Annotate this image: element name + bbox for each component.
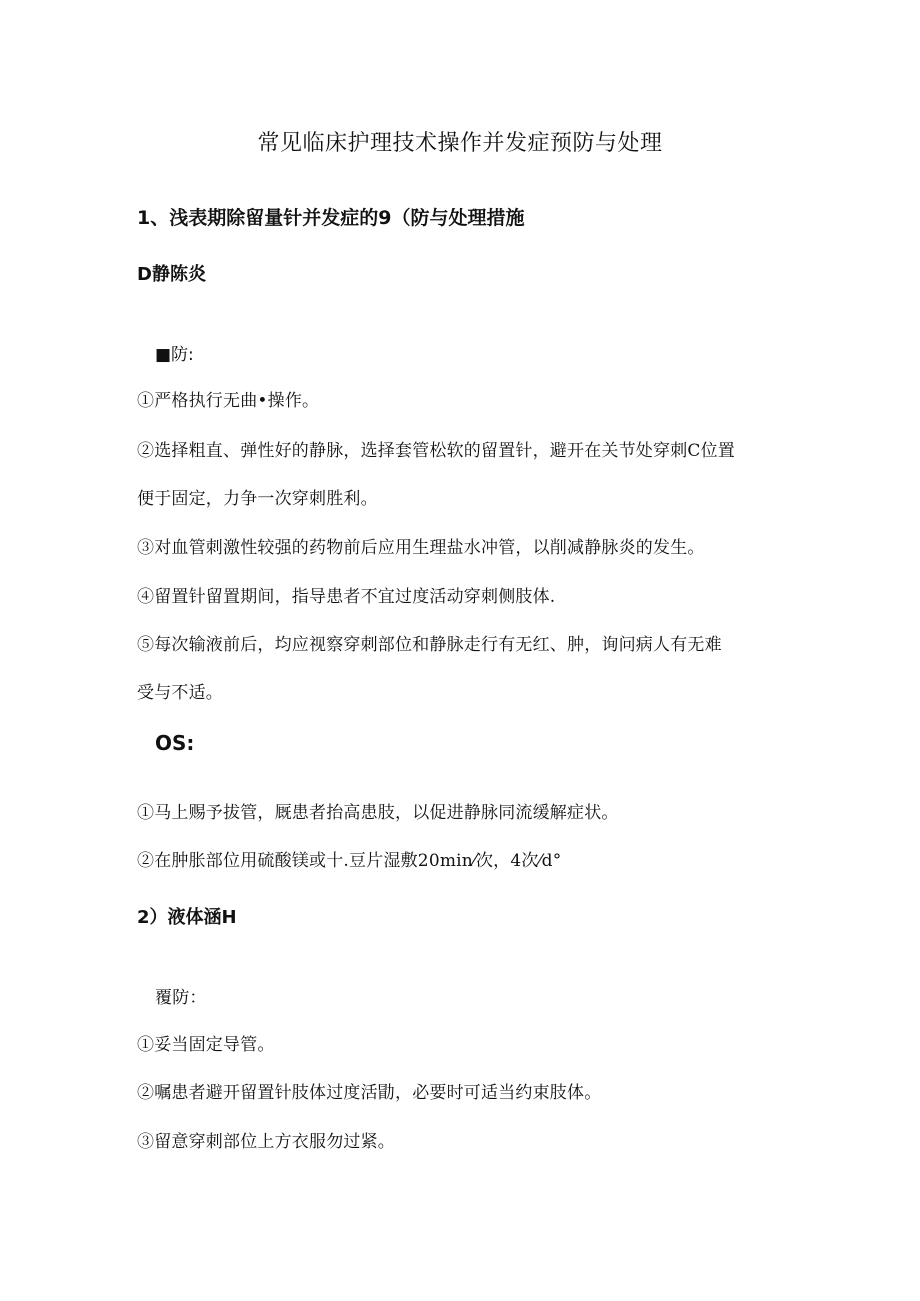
list-item: ①妥当固定导管。 (137, 1035, 275, 1055)
treatment-label: OS: (155, 731, 195, 755)
list-item: ③留意穿刺部位上方衣服勿过紧。 (137, 1132, 395, 1152)
document-title: 常见临床护理技术操作并发症预防与处理 (257, 131, 663, 156)
subsection-heading: 2）液体涵H (137, 907, 237, 928)
list-item: 便于固定，力争一次穿刺胜利。 (137, 489, 378, 509)
list-item: ①严格执行无曲•操作。 (137, 391, 320, 411)
list-item: ②在肿胀部位用硫酸镁或十.豆片湿敷20min⁄次，4次⁄d° (137, 851, 562, 871)
section-heading: 1、浅表期除留量针并发症的9（防与处理措施 (137, 207, 525, 229)
list-item: ②嘱患者避开留置针肢体过度活勖，必要时可适当约束肢体。 (137, 1083, 602, 1103)
list-item: ③对血管刺激性较强的药物前后应用生理盐水冲管，以削减静脉炎的发生。 (137, 538, 705, 558)
list-item: ⑤每次输液前后，均应视察穿刺部位和静脉走行有无红、肿，询问病人有无难 (137, 635, 722, 655)
list-item: 受与不适。 (137, 683, 223, 703)
list-item: ④留置针留置期间，指导患者不宜过度活动穿刺侧肢体. (137, 587, 556, 607)
prevention-label: ■防: (155, 345, 194, 365)
subsection-heading: D静陈炎 (137, 264, 206, 285)
list-item: ②选择粗直、弹性好的静脉，选择套管松软的留置针，避开在关节处穿刺C位置 (137, 441, 736, 461)
prevention-label: 覆防： (155, 988, 207, 1008)
list-item: ①马上赐予拔管，厩患者抬高患肢，以促进静脉同流缓解症状。 (137, 803, 619, 823)
